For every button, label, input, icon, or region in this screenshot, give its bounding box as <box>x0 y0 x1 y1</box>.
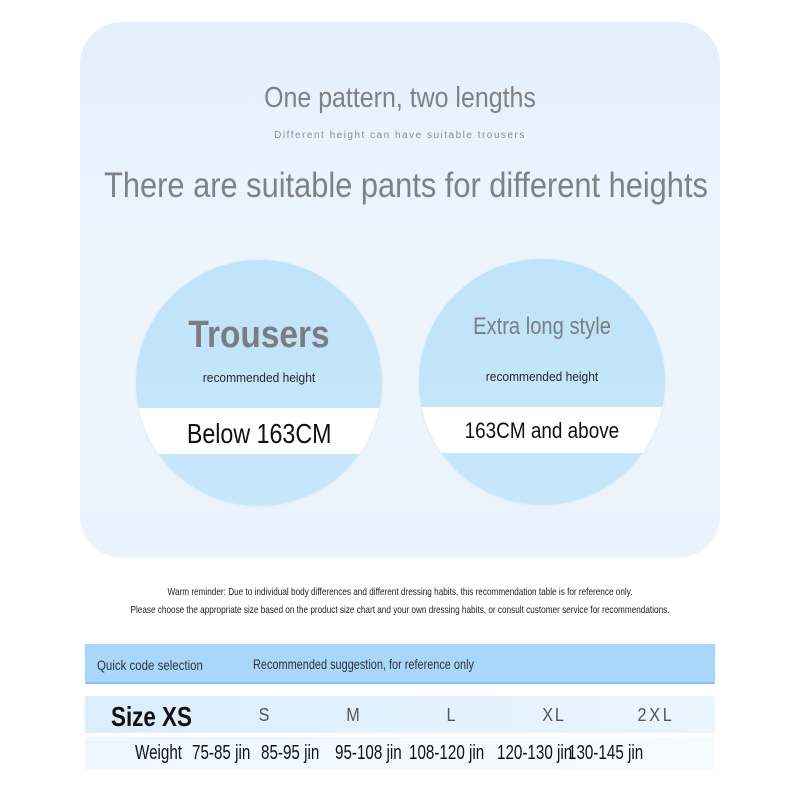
size-xl: XL <box>542 705 566 725</box>
weight-label: Weight <box>135 742 183 764</box>
weight-l: 108-120 jin <box>409 742 485 764</box>
extra-long-height-band <box>419 407 665 453</box>
warm-reminder-line-1: Warm reminder: Due to individual body differences and different dressing habits, this recommendation table is for reference only. <box>167 586 633 598</box>
weight-xl: 120-130 jin <box>497 742 573 764</box>
trousers-recommended-height-label: recommended height <box>202 370 316 385</box>
quick-size-table <box>85 644 715 770</box>
main-headline: One pattern, two lengths <box>264 82 536 114</box>
sub-headline: Different height can have suitable trousers <box>274 130 526 141</box>
weight-row <box>85 737 715 769</box>
weight-m: 95-108 jin <box>335 742 402 764</box>
extra-long-recommended-height-label: recommended height <box>485 369 599 384</box>
size-row <box>85 696 715 733</box>
extra-long-height-value: 163CM and above <box>464 418 620 443</box>
size-xs-label: Size XS <box>111 701 192 732</box>
trousers-title: Trousers <box>188 314 330 356</box>
height-statement: There are suitable pants for different heights <box>104 166 708 205</box>
size-s: S <box>258 705 270 725</box>
quick-code-selection-label: Quick code selection <box>97 657 203 673</box>
table-header <box>85 644 715 684</box>
trousers-height-band <box>136 408 382 454</box>
trousers-height-value: Below 163CM <box>186 418 332 449</box>
size-m: M <box>346 705 360 725</box>
weight-s: 85-95 jin <box>261 742 320 764</box>
extra-long-option <box>419 259 665 505</box>
recommended-suggestion-label: Recommended suggestion, for reference only <box>253 656 474 672</box>
weight-xs: 75-85 jin <box>192 742 251 764</box>
extra-long-title: Extra long style <box>473 313 611 340</box>
size-2xl: 2XL <box>637 705 675 725</box>
weight-2xl: 130-145 jin <box>568 742 644 764</box>
trousers-option <box>136 260 382 506</box>
warm-reminder-line-2: Please choose the appropriate size based on the product size chart and your own dressing habits, or consult customer service for recommendations. <box>130 604 670 616</box>
size-l: L <box>446 705 456 725</box>
